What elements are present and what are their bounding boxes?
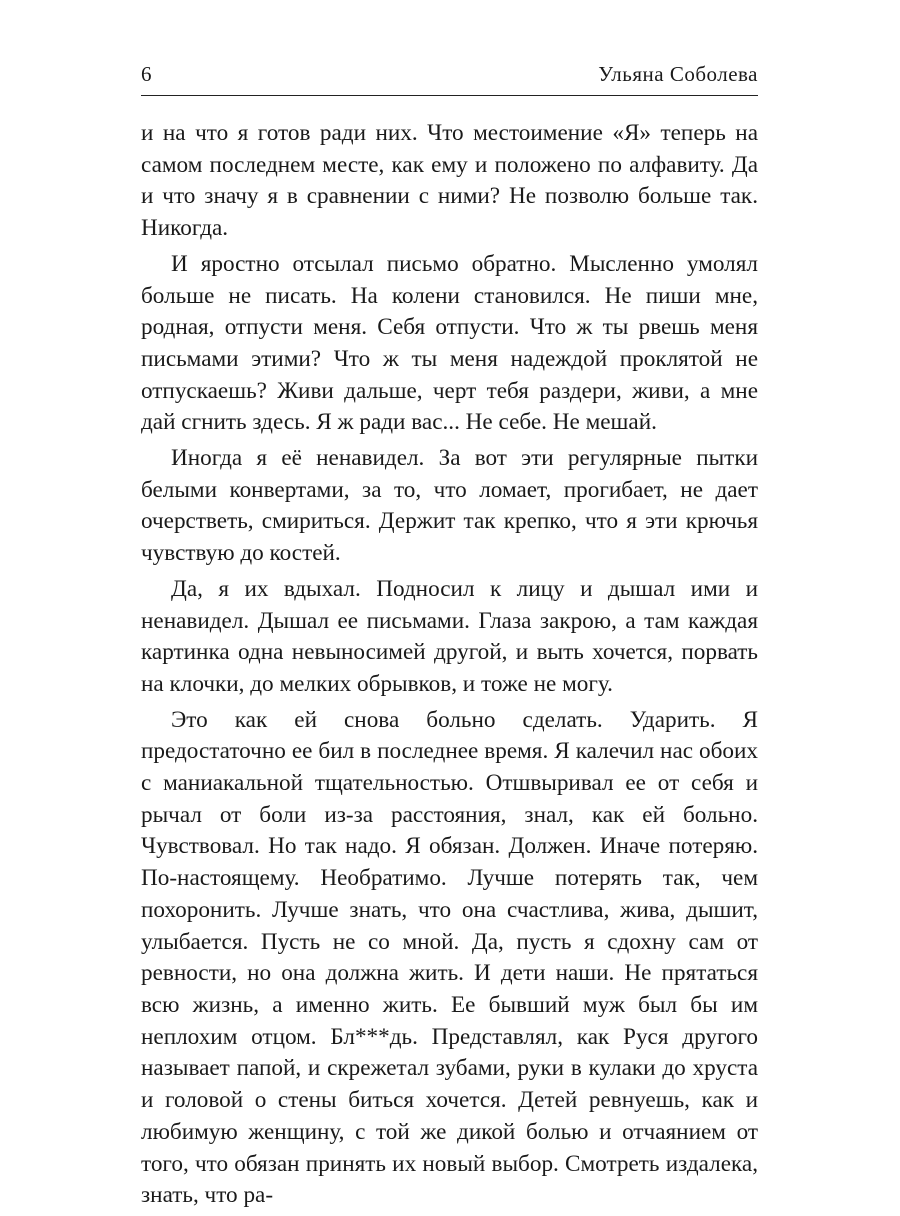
paragraph: И яростно отсылал письмо обратно. Мысленно умолял больше не писать. На колени становился. Не пиши мне, родная, отпусти меня. Себя отпусти. Что ж ты рвешь меня письмами этими? Что ж ты меня надеждой проклятой не отпускаешь? Живи дальше, черт тебя раздери, живи, а мне дай сгнить здесь. Я ж ради вас... Не себе. Не мешай.	[141, 250, 758, 436]
paragraph: Это как ей снова больно сделать. Ударить. Я предостаточно ее бил в последнее время. Я калечил нас обоих с маниакальной тщательностью. Отшвыривал ее от себя и рычал от боли из-за расстояния, знал, как ей больно. Чувствовал. Но так надо. Я обязан. Должен. Иначе потеряю. По-настоящему. Необратимо. Лучше потерять так, чем похоронить. Лучше знать, что она счастлива, жива, дышит, улыбается. Пусть не со мной. Да, пусть я сдохну сам от ревности, но она должна жить. И дети наши. Не прятаться всю жизнь, а именно жить. Ее бывший муж был бы им неплохим отцом. Бл***дь. Представлял, как Руся другого называет папой, и скрежетал зубами, руки в кулаки до хруста и головой о стены биться хочется. Детей ревнуешь, как и любимую женщину, с той же дикой болью и отчаянием от того, что обязан принять их новый выбор. Смотреть издалека, знать, что ра-	[141, 706, 758, 1209]
paragraph: и на что я готов ради них. Что местоимение «Я» теперь на самом последнем месте, как ему и положено по алфавиту. Да и что значу я в сравнении с ними? Не позволю больше так. Никогда.	[141, 120, 758, 242]
running-header	[141, 62, 758, 96]
body-text	[141, 118, 758, 1212]
author-name: Ульяна Соболева	[598, 62, 758, 86]
book-page	[141, 62, 758, 1216]
page-number: 6	[141, 62, 152, 86]
paragraph: Да, я их вдыхал. Подносил к лицу и дышал ими и ненавидел. Дышал ее письмами. Глаза закрою, а там каждая картинка одна невыносимей другой, и выть хочется, порвать на клочки, до мелких обрывков, и тоже не могу.	[141, 575, 758, 697]
paragraph: Иногда я её ненавидел. За вот эти регулярные пытки белыми конвертами, за то, что ломает, прогибает, не дает очерстветь, смириться. Держит так крепко, что я эти крючья чувствую до костей.	[141, 445, 758, 567]
